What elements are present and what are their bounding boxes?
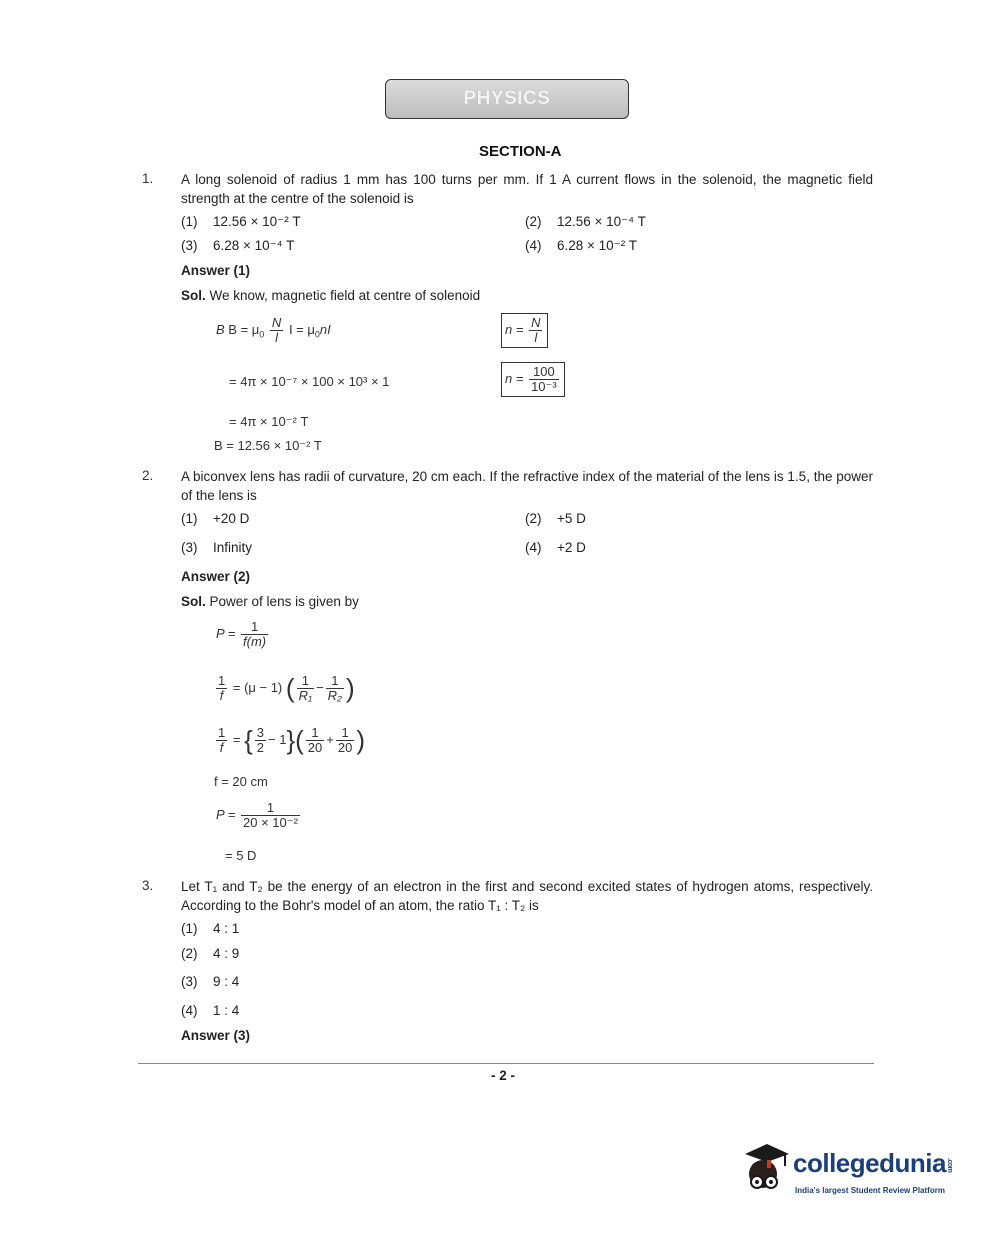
subject-header <box>385 79 629 119</box>
q1-option-1: (1) 12.56 × 10⁻² T <box>181 214 301 229</box>
q2-step-3: $\frac{1}{f}$ = { $\frac{3}{2}$ − 1}( $\frac{1}{20}$ + $\frac{1}{20}$ ) <box>218 725 365 755</box>
q1-option-4: (4) 6.28 × 10⁻² T <box>525 238 638 253</box>
q3-option-3: (3) 9 : 4 <box>181 974 240 989</box>
q1-answer: Answer (1) <box>181 263 251 278</box>
question-1-number: 1. <box>142 171 154 186</box>
subject-title: PHYSICS <box>463 88 551 109</box>
question-3-number: 3. <box>142 878 154 893</box>
q2-option-2: (2) +5 D <box>525 511 586 526</box>
q3-answer: Answer (3) <box>181 1028 251 1043</box>
q2-option-4: (4) +2 D <box>525 540 586 555</box>
q2-step-1: P = $\frac{1}{f(m)}$ <box>216 619 267 649</box>
mascot-icon <box>735 1138 793 1198</box>
q3-option-4: (4) 1 : 4 <box>181 1003 240 1018</box>
question-1-text: A long solenoid of radius 1 mm has 100 turns per mm. If 1 A current flows in the solenoid, the magnetic field strength at the centre of the solenoid is <box>181 172 873 206</box>
q1-step-2: = 4π × 10⁻⁷ × 100 × 10³ × 1 <box>229 374 390 389</box>
q3-option-1: (1) 4 : 1 <box>181 921 240 936</box>
q2-option-1: (1) +20 D <box>181 511 250 526</box>
q2-step-4: f = 20 cm <box>214 774 268 789</box>
collegedunia-logo[interactable] <box>735 1138 960 1200</box>
q2-step-6: = 5 D <box>225 848 257 863</box>
question-3-text: Let T₁ and T₂ be the energy of an electron in the first and second excited states of hydrogen atoms, respectively. According to the Bohr's model of an atom, the ratio T₁ : T₂ is <box>181 879 873 913</box>
q1-option-3: (3) 6.28 × 10⁻⁴ T <box>181 238 295 253</box>
q2-step-5: P = $\frac{1}{\text{20 × 10⁻²}}$ <box>216 800 298 830</box>
q1-step-1: B $B = \mu_0$ $\frac{N}{l}$ $I = \mu_0nI$ <box>216 315 331 345</box>
footer-divider <box>138 1063 874 1064</box>
page-number: - 2 - <box>491 1068 516 1083</box>
q3-option-2: (2) 4 : 9 <box>181 946 240 961</box>
q2-answer: Answer (2) <box>181 569 251 584</box>
q1-solution-intro: Sol. We know, magnetic field at centre of solenoid <box>181 288 481 303</box>
logo-tagline: India's largest Student Review Platform <box>795 1186 945 1195</box>
q1-step-3: = 4π × 10⁻² T <box>229 414 309 429</box>
q2-option-3: (3) Infinity <box>181 540 253 555</box>
q1-bracket-1: n = $\frac{N}{l}$ <box>501 313 548 348</box>
q1-bracket-2: n = $\frac{100}{\text{10⁻³}}$ <box>501 362 565 397</box>
question-2-number: 2. <box>142 468 154 483</box>
q2-solution-intro: Sol. Power of lens is given by <box>181 594 359 609</box>
q1-step-4: B = 12.56 × 10⁻² T <box>214 438 322 453</box>
section-title: SECTION-A <box>479 143 562 160</box>
q2-step-2: $\frac{1}{f}$ = (μ − 1) ( $\frac{1}{\text{R₁}}$ − $\frac{1}{\text{R₂}}$ ) <box>218 673 355 703</box>
q1-option-2: (2) 12.56 × 10⁻⁴ T <box>525 214 646 229</box>
logo-wordmark: collegedunia.com <box>793 1148 953 1178</box>
question-2-text: A biconvex lens has radii of curvature, 20 cm each. If the refractive index of the material of the lens is 1.5, the power of the lens is <box>181 469 873 503</box>
